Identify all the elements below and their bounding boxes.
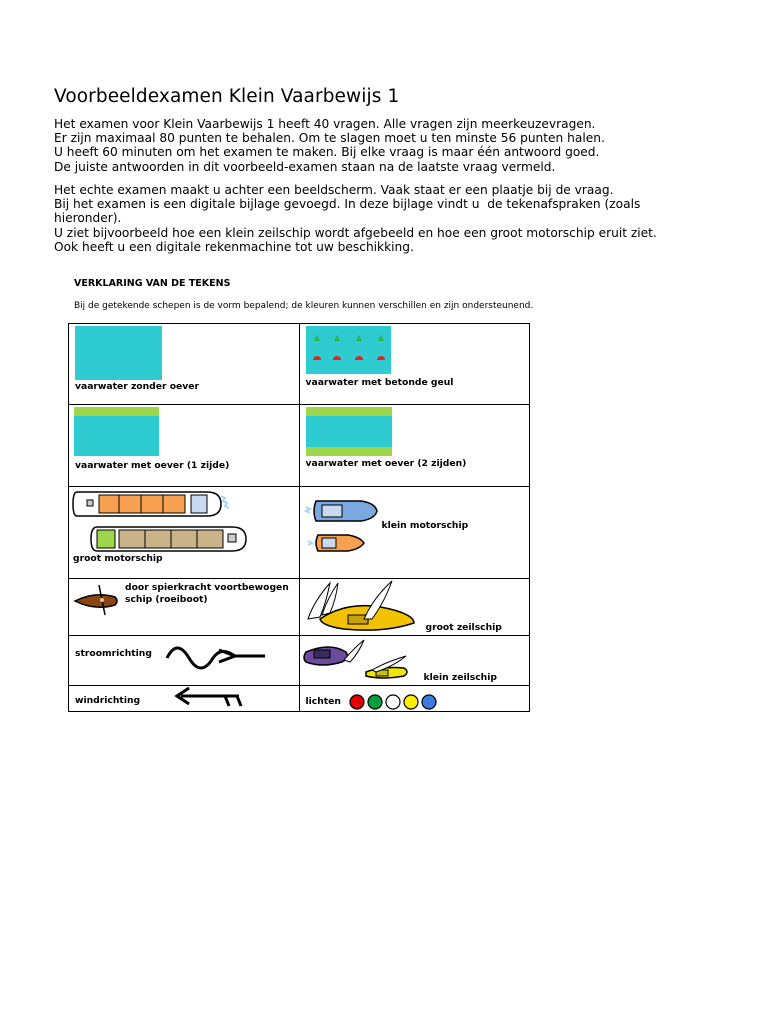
legend-subheading: Bij de getekende schepen is de vorm bepalend; de kleuren kunnen verschillen en zijn ondersteunend.: [74, 301, 534, 311]
legend-cell-stroomrichting: [69, 636, 300, 686]
legend-label: vaarwater zonder oever: [75, 381, 199, 392]
legend-table: [68, 323, 530, 712]
legend-label: groot zeilschip: [425, 622, 502, 633]
legend-label: stroomrichting: [75, 648, 152, 659]
page-title: Voorbeeldexamen Klein Vaarbewijs 1: [54, 86, 400, 107]
exam-paragraph: [54, 183, 657, 254]
legend-label: klein zeilschip: [423, 672, 497, 683]
exam-line: U ziet bijvoorbeeld hoe een klein zeilschip wordt afgebeeld en hoe een groot motorschip eruit ziet.: [54, 225, 657, 240]
legend-cell-groot-motorschip: [69, 487, 300, 579]
yellow-light-icon: [404, 695, 418, 709]
legend-label: vaarwater met oever (1 zijde): [75, 460, 230, 471]
legend-cell-lichten: [299, 686, 530, 712]
intro-line: Er zijn maximaal 80 punten te behalen. Om te slagen moet u ten minste 56 punten halen.: [54, 131, 605, 146]
intro-paragraph: [54, 117, 605, 174]
legend-cell-groot-zeilschip: [299, 579, 530, 636]
legend-cell-oever-2: [299, 405, 530, 487]
legend-cell-klein-zeilschip: [299, 636, 530, 686]
blue-light-icon: [422, 695, 436, 709]
exam-line: Ook heeft u een digitale rekenmachine tot uw beschikking.: [54, 239, 414, 254]
legend-label: vaarwater met betonde geul: [305, 377, 454, 388]
legend-label: door spierkracht voortbewogen: [125, 582, 289, 593]
legend-cell-klein-motorschip: [299, 487, 530, 579]
intro-line: De juiste antwoorden in dit voorbeeld-examen staan na de laatste vraag vermeld.: [54, 159, 556, 174]
legend-label: windrichting: [75, 695, 141, 706]
legend-row: [69, 405, 530, 487]
legend-cell-roeiboot: [69, 579, 300, 636]
legend-cell-vaarwater-zonder-oever: [69, 324, 300, 405]
intro-line: Het examen voor Klein Vaarbewijs 1 heeft 40 vragen. Alle vragen zijn meerkeuzevragen.: [54, 117, 596, 131]
exam-line: hieronder).: [54, 211, 122, 226]
small-motor-vessel-icon: [300, 487, 530, 579]
current-arrow-icon: [69, 636, 299, 686]
legend-label: vaarwater met oever (2 zijden): [305, 458, 467, 469]
legend-row: [69, 579, 530, 636]
legend-row: [69, 487, 530, 579]
legend-label: lichten: [305, 696, 341, 707]
legend-label: klein motorschip: [381, 520, 469, 531]
legend-label: groot motorschip: [73, 553, 163, 564]
channel-buoy-icon: [300, 324, 530, 405]
red-light-icon: [350, 695, 364, 709]
legend-row: [69, 324, 530, 405]
green-light-icon: [368, 695, 382, 709]
legend-cell-windrichting: [69, 686, 300, 712]
legend-cell-betonde-geul: [299, 324, 530, 405]
open-water-icon: [69, 324, 299, 405]
exam-line: Bij het examen is een digitale bijlage gevoegd. In deze bijlage vindt u de tekenafspraken (zoals: [54, 197, 641, 212]
white-light-icon: [386, 695, 400, 709]
water-two-banks-icon: [300, 405, 530, 487]
intro-line: U heeft 60 minuten om het examen te maken. Bij elke vraag is maar één antwoord goed.: [54, 145, 600, 160]
legend-row: [69, 636, 530, 686]
large-motor-vessel-icon: [69, 487, 299, 579]
legend-label: schip (roeiboot): [125, 594, 208, 605]
legend-heading: VERKLARING VAN DE TEKENS: [74, 278, 231, 289]
legend-cell-oever-1: [69, 405, 300, 487]
water-one-bank-icon: [69, 405, 299, 487]
legend-row: [69, 686, 530, 712]
exam-line: Het echte examen maakt u achter een beeldscherm. Vaak staat er een plaatje bij de vraag.: [54, 183, 614, 197]
